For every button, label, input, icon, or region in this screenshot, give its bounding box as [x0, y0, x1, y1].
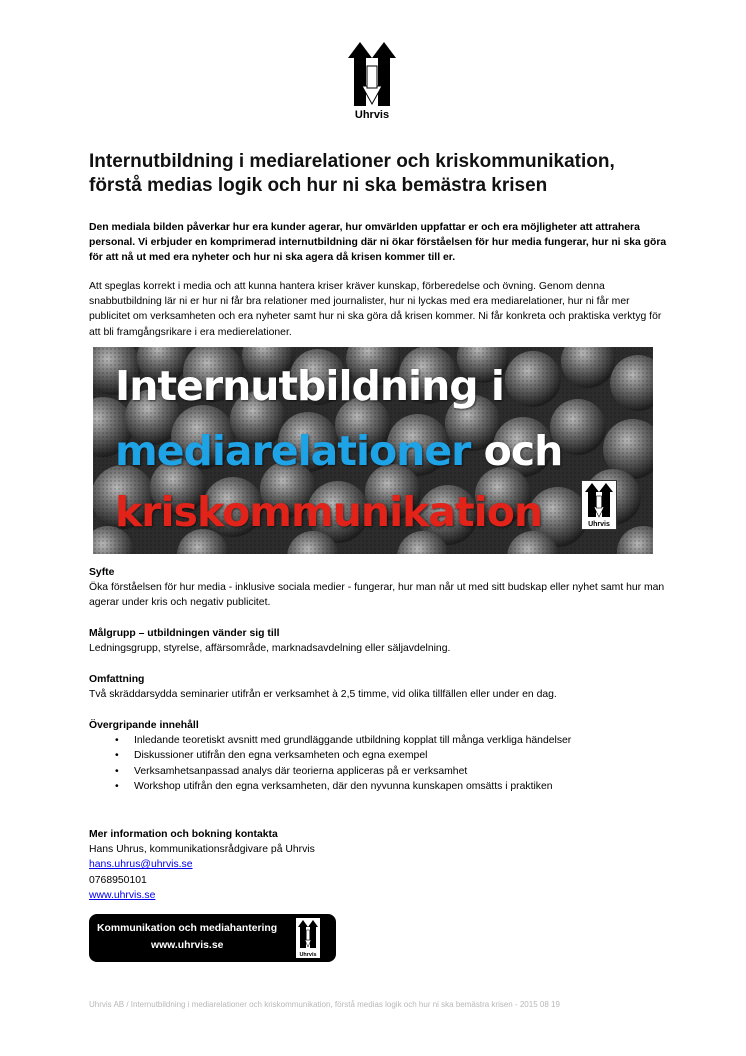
list-item-text: Diskussioner utifrån den egna verksamheten och egna exempel: [134, 750, 428, 762]
section-malgrupp: [89, 626, 679, 656]
malgrupp-text: Ledningsgrupp, styrelse, affärsområde, marknadsavdelning eller säljavdelning.: [89, 643, 451, 655]
innehall-list: [89, 733, 679, 794]
badge-uhrvis-logo: [296, 918, 320, 958]
bullet-icon: •: [115, 735, 119, 747]
uhrvis-logo: [340, 40, 404, 124]
section-contact: [89, 827, 679, 903]
list-item: [89, 779, 679, 794]
list-item-text: Verksamhetsanpassad analys där teorierna appliceras på er verksamhet: [134, 765, 468, 777]
page-footer: Uhrvis AB / Internutbildning i mediarelationer och kriskommunikation, förstå medias logik och hur ni ska bemästra krisen - 2015 08 19: [89, 1000, 560, 1009]
contact-heading: Mer information och bokning kontakta: [89, 829, 278, 840]
list-item: [89, 733, 679, 748]
intro-paragraph: Att speglas korrekt i media och att kunna hantera kriser kräver kunskap, förberedelse och övning. Genom denna snabbutbildning lär ni er hur ni får bra relationer med journalister, hur ni lyckas med era mediarelationer, hur ni får mer publicitet om verksamheten och era nyheter samt hur ni ska göra då krisen kommer. Ni får konkreta och praktiska verktyg för att bli framgångsrikare i era medierelationer.: [89, 281, 662, 338]
omfattning-heading: Omfattning: [89, 674, 145, 685]
banner-image: [93, 347, 653, 554]
banner-mediarelationer: mediarelationer: [115, 427, 471, 475]
banner-line-2: [115, 428, 562, 474]
malgrupp-heading: Målgrupp – utbildningen vänder sig till: [89, 628, 280, 639]
contact-web-link[interactable]: www.uhrvis.se: [89, 889, 156, 901]
list-item-text: Inledande teoretiskt avsnitt med grundläggande utbildning kopplat till många verkliga händelser: [134, 735, 572, 747]
omfattning-text: Två skräddarsydda seminarier utifrån er verksamhet à 2,5 timme, vid olika tillfällen eller under en dag.: [89, 689, 557, 701]
banner-line-3: kriskommunikation: [115, 488, 543, 536]
badge-line-1: Kommunikation och mediahantering: [97, 923, 278, 934]
title-line-1: Internutbildning i mediarelationer och kriskommunikation,: [89, 151, 615, 172]
section-innehall: [89, 718, 679, 794]
badge-logo-text: Uhrvis: [299, 952, 317, 958]
lead-paragraph: Den mediala bilden påverkar hur era kunder agerar, hur omvärlden uppfattar er och era möjligheter att attrahera personal. Vi erbjuder en komprimerad internutbildning där ni ökar förståelsen för hur media fungerar, hur ni ska göra för att nå ut med era nyheter och hur ni ska agera då krisen kommer till er.: [89, 222, 667, 264]
banner-och: och: [470, 427, 563, 475]
contact-email-link[interactable]: hans.uhrus@uhrvis.se: [89, 859, 193, 871]
bullet-icon: •: [115, 750, 119, 762]
list-item: [89, 764, 679, 779]
list-item: [89, 748, 679, 763]
contact-person: Hans Uhrus, kommunikationsrådgivare på Uhrvis: [89, 844, 315, 856]
bullet-icon: •: [115, 780, 119, 792]
syfte-text: Öka förståelsen för hur media - inklusive sociala medier - fungerar, hur man når ut med sitt budskap eller nyhet samt hur man agerar under kris och negativ publicitet.: [89, 582, 665, 609]
syfte-heading: Syfte: [89, 567, 115, 578]
banner-line-1: Internutbildning i: [115, 362, 504, 410]
banner-uhrvis-logo: [581, 480, 617, 530]
section-omfattning: [89, 672, 679, 702]
innehall-heading: Övergripande innehåll: [89, 720, 199, 731]
list-item-text: Workshop utifrån den egna verksamheten, där den nyvunna kunskapen omsätts i praktiken: [134, 780, 553, 792]
section-syfte: [89, 565, 679, 611]
logo-text: Uhrvis: [354, 109, 390, 121]
contact-phone: 0768950101: [89, 874, 147, 886]
brand-badge: [89, 914, 336, 962]
banner-logo-text: Uhrvis: [588, 521, 610, 528]
bullet-icon: •: [115, 765, 119, 777]
page-title: [89, 150, 669, 198]
title-line-2: förstå medias logik och hur ni ska bemästra krisen: [89, 175, 548, 196]
badge-line-2: www.uhrvis.se: [151, 940, 224, 951]
